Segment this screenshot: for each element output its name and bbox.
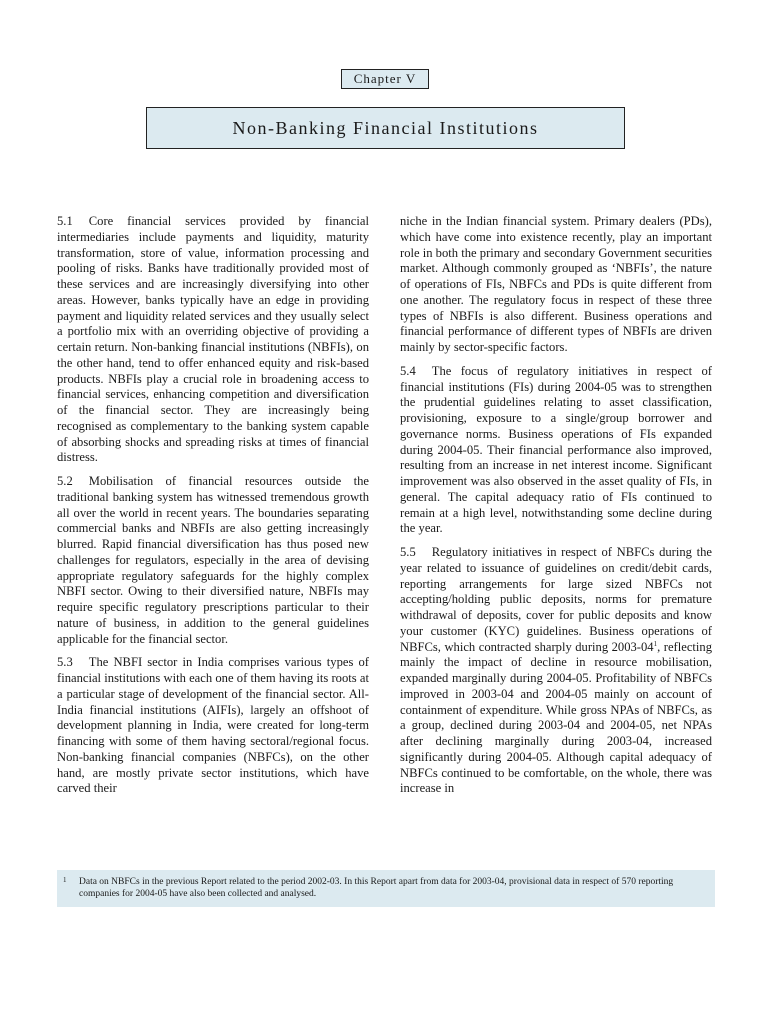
footnote-reference: 1 — [653, 639, 658, 648]
left-column — [57, 214, 369, 805]
paragraph-number: 5.3 — [57, 655, 73, 670]
paragraph-number: 5.4 — [400, 363, 416, 378]
chapter-label: Chapter V — [341, 69, 429, 89]
paragraph-5-2 — [57, 474, 369, 647]
paragraph-text: The focus of regulatory initiatives in respect of financial institutions (FIs) during 2004-05 was to strengthen the prudential guidelines relating to asset classification, provisioning, exposure to a single/group borrower and governance norms. Business operations of FIs expanded during 2004-05. Their financial performance also improved, resulting from an increase in net interest income. Significant improvement was also observed in the asset quality of FIs, in general. The capital adequacy ratio of FIs continued to remain at a high level, notwithstanding some decline during the year. — [400, 363, 712, 536]
paragraph-text: The NBFI sector in India comprises various types of financial institutions with each one of them having its roots at a particular stage of development of the financial sector. All-India financial institutions (AIFIs), largely an offshoot of development planning in India, were created for long-term financing with some of them having sectoral/regional focus. Non-banking financial companies (NBFCs), on the other hand, are mostly private sector institutions, which have carved their — [57, 655, 369, 796]
paragraph-5-1 — [57, 214, 369, 466]
footnote-mark: 1 — [63, 876, 67, 884]
right-column — [400, 214, 712, 805]
paragraph-number: 5.1 — [57, 214, 73, 228]
paragraph-text: niche in the Indian financial system. Primary dealers (PDs), which have come into existence recently, play an important role in both the primary and secondary Government securities market. Although commonly grouped as ‘NBFIs’, the nature of operations of FIs, NBFCs and PDs is quite different from one another. The regulatory focus in respect of these three types of NBFIs is also different. Business operations and financial performance of different types of NBFIs are driven mainly by sector-specific factors. — [400, 214, 712, 354]
paragraph-text: Mobilisation of financial resources outside the traditional banking system has witnessed tremendous growth all over the world in recent years. The boundaries separating commercial banks and NBFIs are also getting increasingly blurred. Rapid financial diversification has thus posed new challenges for regulators, especially in the area of devising appropriate regulatory safeguards for the highly complex NBFI sector. Owing to their diversified nature, NBFIs may require specific regulatory prescriptions particular to their nature of business, in addition to the general guidelines applicable for the financial sector. — [57, 474, 369, 646]
paragraph-text: , reflecting mainly the impact of decline in resource mobilisation, expanded marginally during 2004-05. Profitability of NBFCs improved in 2003-04 and 2004-05 mainly on account of containment of expenditure. While gross NPAs of NBFCs, as a group, declined during 2003-04 and 2004-05, net NPAs after declining marginally during 2003-04, increased significantly during 2004-05. Although capital adequacy of NBFCs continued to be comfortable, on the whole, there was increase in — [400, 639, 713, 796]
paragraph-5-3 — [57, 655, 369, 797]
footnote-text: Data on NBFCs in the previous Report related to the period 2002-03. In this Report apart from data for 2003-04, provisional data in respect of 570 reporting companies for 2004-05 have also been collected and analysed. — [79, 877, 674, 899]
paragraph-text: Core financial services provided by financial intermediaries include payments and liquidity, maturity transformation, store of value, information processing and pooling of risks. Banks have traditionally provided most of these services and are increasingly diversifying into other areas. However, banks typically have an edge in providing payment and liquidity related services and they usually select a portfolio mix with an overriding objective of providing a certain return. Non-banking financial institutions (NBFIs), on the other hand, tend to offer enhanced equity and risk-based products. NBFIs play a crucial role in broadening access to financial services, enhancing competition and diversification of the financial sector. They are increasingly being recognised as complementary to the banking system capable of absorbing shocks and spreading risks at times of financial distress. — [57, 214, 369, 465]
chapter-title: Non-Banking Financial Institutions — [146, 107, 625, 149]
paragraph-number: 5.2 — [57, 474, 73, 488]
footnote — [57, 870, 715, 907]
paragraph-5-3-continued — [400, 214, 712, 356]
paragraph-5-5 — [400, 545, 712, 797]
paragraph-text: Regulatory initiatives in respect of NBFCs during the year related to issuance of guidelines on credit/debit cards, reporting arrangements for large sized NBFCs not accepting/holding public deposits, norms for premature withdrawal of deposits, cover for public deposits and know your customer (KYC) guidelines. Business operations of NBFCs, which contracted sharply during 2003-04 — [400, 545, 712, 654]
paragraph-5-4 — [400, 364, 712, 537]
paragraph-number: 5.5 — [400, 545, 416, 559]
